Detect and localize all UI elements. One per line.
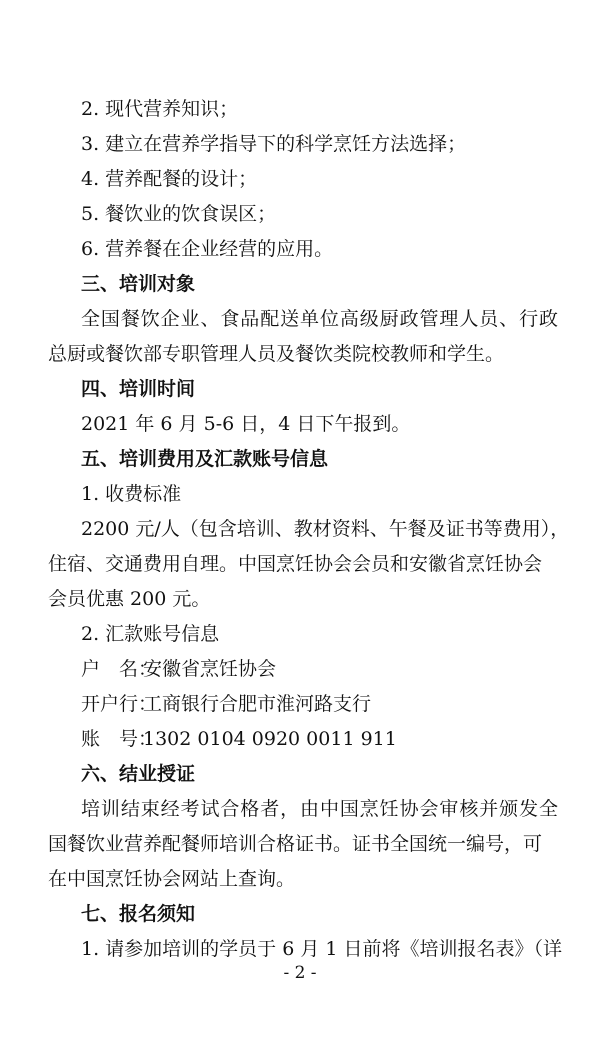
list-item-modern-nutrition: 2. 现代营养知识；	[81, 98, 239, 120]
account-name-value: 安徽省烹饪协会	[143, 658, 277, 680]
list-item-enterprise-application: 6. 营养餐在企业经营的应用。	[81, 238, 334, 260]
list-item-meal-design: 4. 营养配餐的设计；	[81, 168, 258, 190]
paragraph-registration-line1: 1. 请参加培训的学员于 6 月 1 日前将《培训报名表》（详	[81, 938, 563, 960]
paragraph-time: 2021 年 6 月 5-6 日，4 日下午报到。	[81, 413, 411, 435]
section-heading-certificate: 六、结业授证	[81, 763, 196, 785]
page-number: - 2 -	[283, 963, 317, 983]
paragraph-fee-line1: 2200 元/人（包含培训、教材资料、午餐及证书等费用），	[81, 518, 570, 540]
paragraph-fee-line3: 会员优惠 200 元。	[48, 588, 211, 610]
account-bank-row	[81, 692, 371, 716]
list-item-cooking-methods: 3. 建立在营养学指导下的科学烹饪方法选择；	[81, 133, 467, 155]
section-heading-registration: 七、报名须知	[81, 903, 196, 925]
list-item-diet-misconceptions: 5. 餐饮业的饮食误区；	[81, 203, 277, 225]
paragraph-certificate-line2: 国餐饮业营养配餐师培训合格证书。证书全国统一编号，可	[48, 833, 543, 855]
account-name-row	[81, 657, 276, 681]
paragraph-certificate-line1: 培训结束经考试合格者，由中国烹饪协会审核并颁发全	[81, 798, 558, 820]
section-heading-trainees: 三、培训对象	[81, 273, 196, 295]
account-number-value: 1302 0104 0920 0011 911	[143, 728, 397, 750]
section-heading-fees: 五、培训费用及汇款账号信息	[81, 448, 329, 470]
subheading-account-info: 2. 汇款账号信息	[81, 623, 220, 645]
subheading-fee-standard: 1. 收费标准	[81, 483, 182, 505]
paragraph-trainees-line1: 全国餐饮企业、食品配送单位高级厨政管理人员、行政	[81, 308, 558, 330]
account-number-label: 账 号：	[81, 728, 158, 750]
account-name-label: 户 名：	[81, 658, 158, 680]
section-heading-time: 四、培训时间	[81, 378, 196, 400]
paragraph-certificate-line3: 在中国烹饪协会网站上查询。	[48, 868, 296, 890]
account-bank-label: 开户行：	[81, 693, 158, 715]
paragraph-trainees-line2: 总厨或餐饮部专职管理人员及餐饮类院校教师和学生。	[48, 343, 505, 365]
paragraph-fee-line2: 住宿、交通费用自理。中国烹饪协会会员和安徽省烹饪协会	[48, 553, 543, 575]
account-number-row	[81, 727, 397, 751]
account-bank-value: 工商银行合肥市淮河路支行	[143, 693, 372, 715]
